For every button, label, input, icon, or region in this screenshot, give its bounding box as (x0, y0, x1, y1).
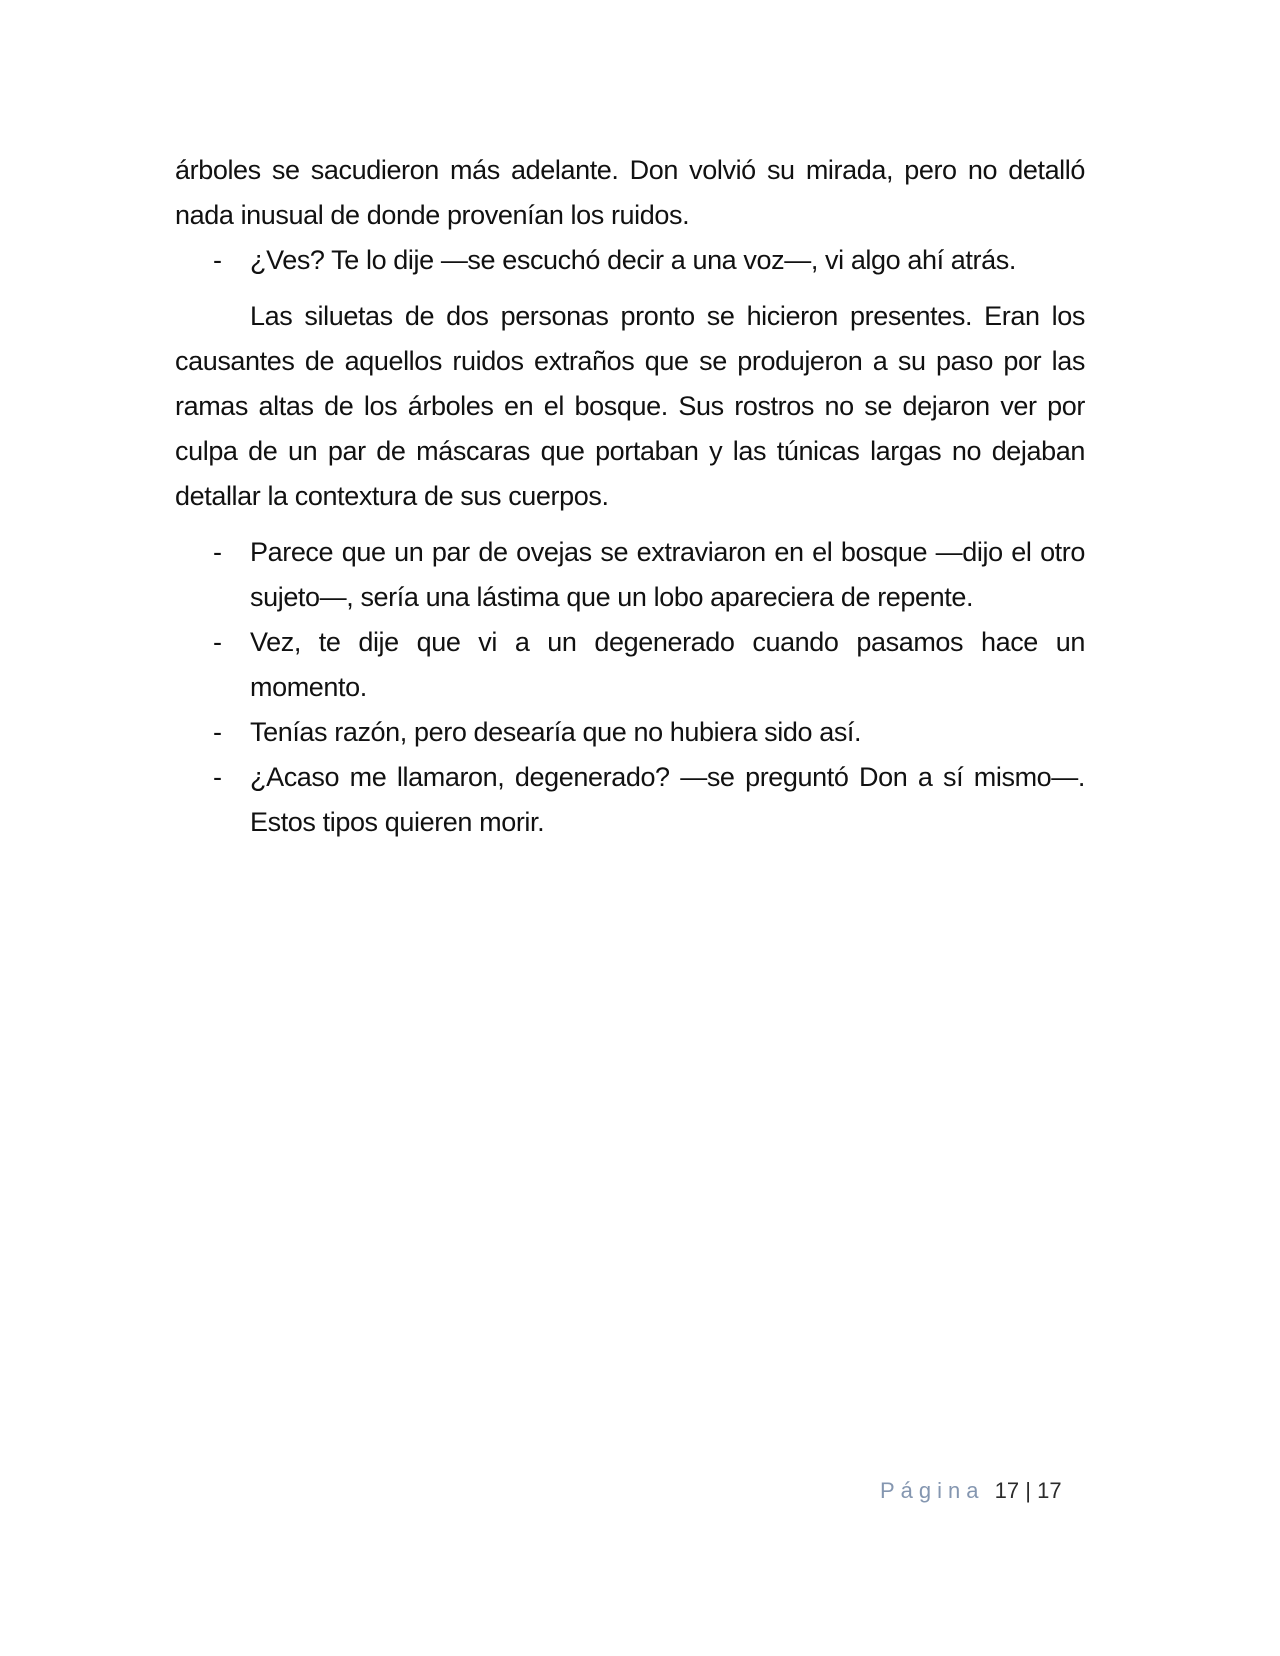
page-total: 17 (1037, 1478, 1062, 1503)
dialogue-line (175, 755, 1085, 845)
page-label: Página (880, 1478, 985, 1503)
paragraph: árboles se sacudieron más adelante. Don volvió su mirada, pero no detalló nada inusual de donde provenían los ruidos. (175, 155, 1085, 230)
page-footer (880, 1478, 1062, 1504)
dialogue-line (175, 710, 1085, 755)
dialogue-text: ¿Acaso me llamaron, degenerado? —se preguntó Don a sí mismo—. Estos tipos quieren morir. (250, 762, 1085, 837)
dialogue-dash: - (213, 245, 222, 275)
dialogue-text: Tenías razón, pero desearía que no hubiera sido así. (250, 717, 862, 747)
page-number: 17 (994, 1478, 1020, 1503)
page-body (175, 148, 1085, 845)
dialogue-line (175, 530, 1085, 620)
dialogue-dash: - (213, 537, 222, 567)
dialogue-line (175, 238, 1085, 283)
paragraph: Las siluetas de dos personas pronto se hicieron presentes. Eran los causantes de aquellos ruidos extraños que se produjeron a su paso por las ramas altas de los árboles en el bosque. Sus rostros no se dejaron ver por culpa de un par de máscaras que portaban y las túnicas largas no dejaban detallar la contextura de sus cuerpos. (175, 301, 1085, 511)
page-separator: | (1025, 1478, 1031, 1503)
dialogue-text: Vez, te dije que vi a un degenerado cuando pasamos hace un momento. (250, 627, 1085, 702)
dialogue-text: ¿Ves? Te lo dije —se escuchó decir a una voz—, vi algo ahí atrás. (250, 245, 1016, 275)
dialogue-dash: - (213, 762, 222, 792)
dialogue-line (175, 620, 1085, 710)
dialogue-dash: - (213, 627, 222, 657)
dialogue-dash: - (213, 717, 222, 747)
dialogue-text: Parece que un par de ovejas se extraviaron en el bosque —dijo el otro sujeto—, sería una lástima que un lobo apareciera de repente. (250, 537, 1085, 612)
